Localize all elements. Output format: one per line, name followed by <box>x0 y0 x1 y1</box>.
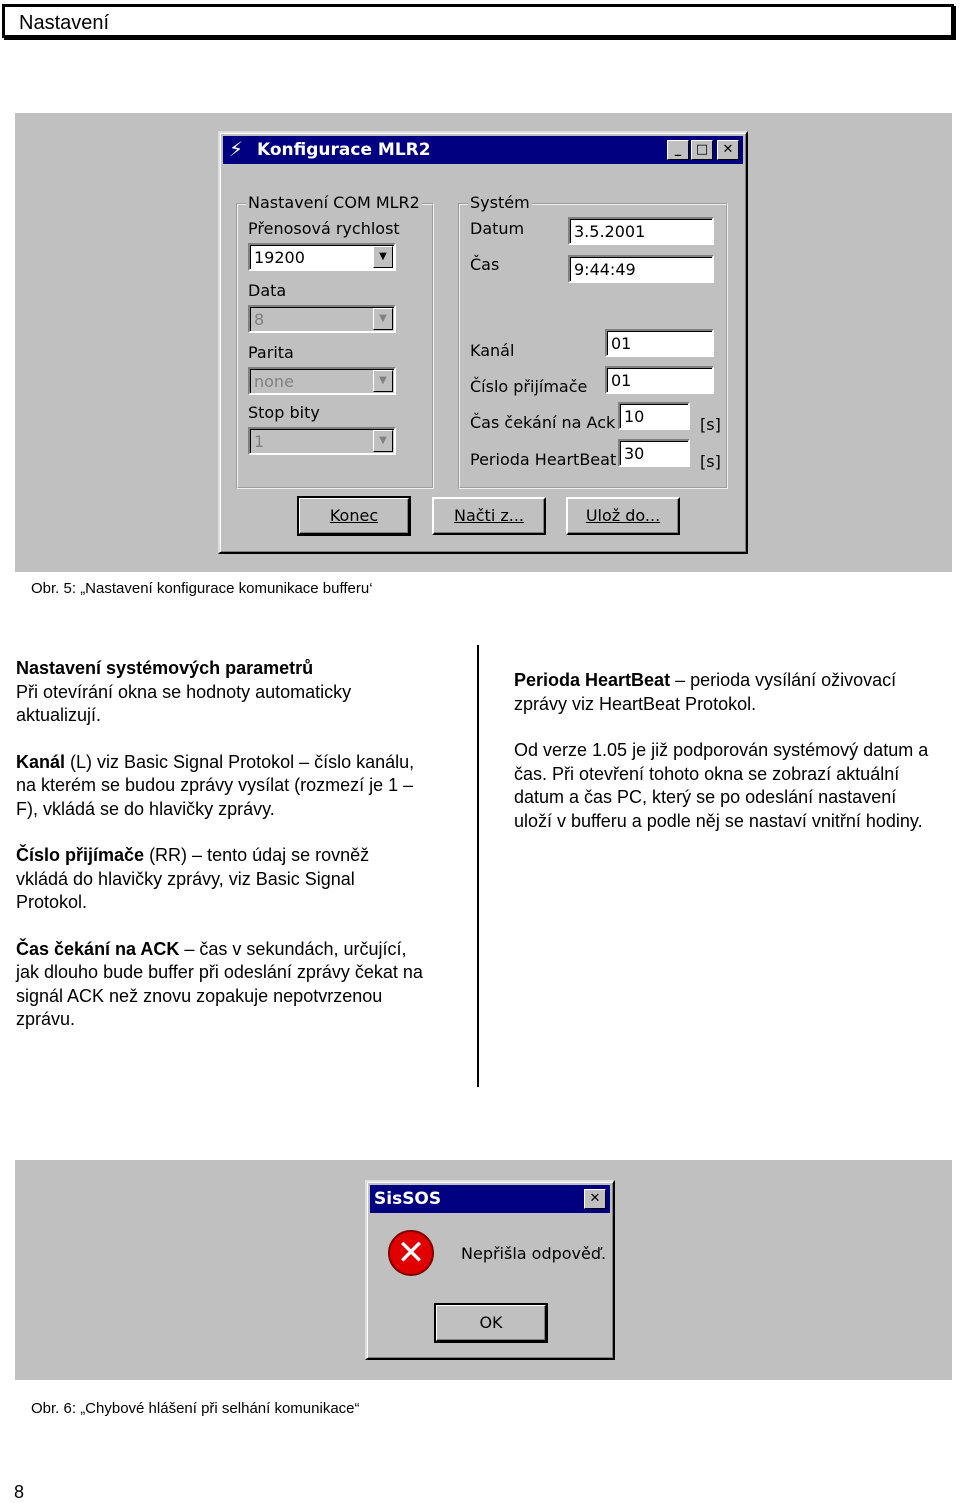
end-button-label: Konec <box>329 506 379 525</box>
channel-description: (L) viz Basic Signal Protokol – číslo kanálu, na kterém se budou zprávy vysílat (rozmezí je 1 – F), vkládá se do hlavičky zprávy. <box>16 751 415 819</box>
channel-term: Kanál <box>16 751 66 772</box>
paragraph-version: Od verze 1.05 je již podporován systémový datum a čas. Při otevření tohoto okna se zobrazí aktuální datum a čas PC, který se po odeslání nastavení uloží v bufferu a podle něj se nastaví vnitřní hodiny. <box>514 740 929 831</box>
error-icon: ✕ <box>388 1230 434 1276</box>
ack-description: – čas v sekundách, určující, jak dlouho bude buffer při odeslání zprávy čekat na signál ACK než znovu zopakuje nepotvrzenou zprávu. <box>16 938 423 1029</box>
ok-button-label: OK <box>479 1313 503 1332</box>
ok-button[interactable] <box>435 1304 547 1342</box>
page-number: 8 <box>14 1482 25 1502</box>
paragraph-auto-update: Při otevírání okna se hodnoty automaticky aktualizují. <box>16 681 352 725</box>
figure-1-caption: Obr. 5: „Nastavení konfigurace komunikace bufferu‘ <box>31 580 373 597</box>
parity-value: none <box>254 372 294 391</box>
heading-text: Nastavení systémových parametrů <box>16 658 314 678</box>
right-column <box>514 669 939 856</box>
data-select[interactable] <box>248 305 396 333</box>
receiver-input[interactable]: 01 <box>605 366 714 394</box>
ack-timeout-label: Čas čekání na Ack <box>470 413 616 432</box>
config-window <box>218 131 748 554</box>
heartbeat-label: Perioda HeartBeat <box>470 450 617 469</box>
heartbeat-input[interactable]: 30 <box>618 439 690 467</box>
com-settings-group <box>236 193 434 489</box>
paragraph-receiver <box>16 844 426 915</box>
close-button[interactable]: ✕ <box>584 1189 606 1209</box>
app-bolt-icon: ⚡ <box>229 137 244 161</box>
receiver-label: Číslo přijímače <box>470 377 588 396</box>
parity-select[interactable] <box>248 367 396 395</box>
speed-label: Přenosová rychlost <box>248 219 400 238</box>
receiver-term: Číslo přijímače <box>16 845 145 865</box>
ack-term: Čas čekání na ACK <box>16 938 180 959</box>
stop-bits-label: Stop bity <box>248 403 320 422</box>
system-group <box>458 193 728 489</box>
paragraph-channel <box>16 751 426 822</box>
speed-select[interactable] <box>248 243 396 271</box>
receiver-description: (RR) – tento údaj se rovněž vkládá do hlavičky zprávy, viz Basic Signal Protokol. <box>16 845 370 912</box>
left-column <box>16 657 426 1055</box>
minimize-button[interactable]: _ <box>667 140 689 160</box>
chevron-down-icon[interactable]: ▼ <box>373 308 393 330</box>
time-label: Čas <box>470 255 500 274</box>
error-titlebar <box>370 1185 610 1213</box>
window-title: Konfigurace MLR2 <box>257 140 431 160</box>
ack-unit: [s] <box>700 415 721 434</box>
chevron-down-icon[interactable]: ▼ <box>373 246 393 268</box>
end-button[interactable] <box>298 497 410 535</box>
maximize-button[interactable]: □ <box>691 140 713 160</box>
paragraph-ack <box>16 938 426 1032</box>
heartbeat-term: Perioda HeartBeat <box>514 670 671 690</box>
system-group-title: Systém <box>470 193 530 212</box>
data-value: 8 <box>254 310 265 329</box>
section-heading <box>16 657 426 681</box>
load-button[interactable] <box>432 497 546 535</box>
stop-bits-value: 1 <box>254 432 265 451</box>
date-input[interactable]: 3.5.2001 <box>568 217 714 245</box>
time-input[interactable]: 9:44:49 <box>568 255 714 283</box>
ack-timeout-input[interactable]: 10 <box>618 402 690 430</box>
chevron-down-icon[interactable]: ▼ <box>373 370 393 392</box>
figure-2-caption: Obr. 6: „Chybové hlášení při selhání komunikace“ <box>31 1400 360 1417</box>
chevron-down-icon[interactable]: ▼ <box>373 430 393 452</box>
heartbeat-description: – perioda vysílání oživovací zprávy viz HeartBeat Protokol. <box>514 670 897 714</box>
config-titlebar <box>223 136 743 164</box>
page-header <box>2 4 954 38</box>
save-button-label: Ulož do... <box>585 506 661 525</box>
column-divider <box>477 645 479 1087</box>
close-button[interactable]: ✕ <box>717 140 739 160</box>
error-window-title: SisSOS <box>374 1189 442 1209</box>
load-button-label: Načti z... <box>453 506 525 525</box>
channel-input[interactable]: 01 <box>605 329 714 357</box>
parity-label: Parita <box>248 343 294 362</box>
error-message: Nepřišla odpověď. <box>461 1244 607 1263</box>
channel-label: Kanál <box>470 341 515 360</box>
heartbeat-unit: [s] <box>700 452 721 471</box>
paragraph-heartbeat <box>514 669 939 716</box>
section-title: Nastavení <box>19 12 110 34</box>
stop-bits-select[interactable] <box>248 427 396 455</box>
com-group-title: Nastavení COM MLR2 <box>248 193 420 212</box>
speed-value: 19200 <box>254 248 305 267</box>
save-button[interactable] <box>566 497 680 535</box>
data-label: Data <box>248 281 287 300</box>
date-label: Datum <box>470 219 525 238</box>
